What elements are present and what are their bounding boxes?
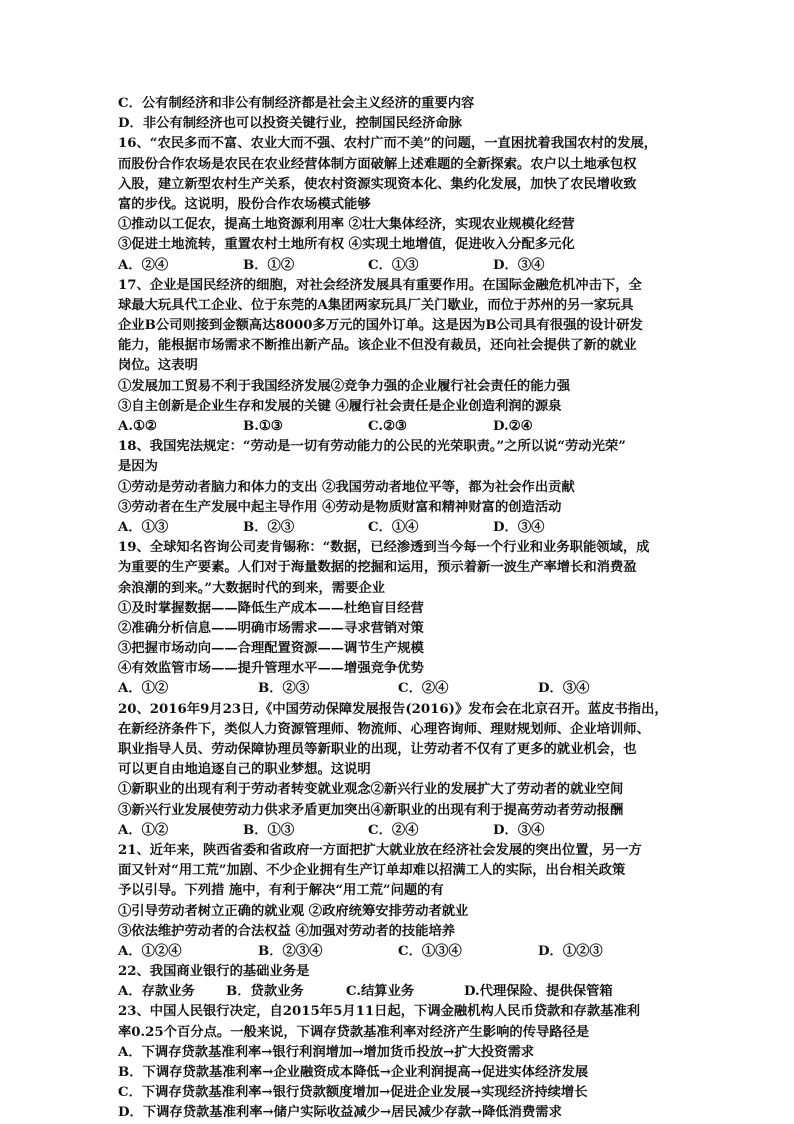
- answer-option: A．①②④: [118, 943, 182, 959]
- text-line: 22、我国商业银行的基础业务是: [118, 964, 310, 980]
- text-line: 18、我国宪法规定：“劳动是一切有劳动能力的公民的光荣职责。”之所以说“劳动光荣”: [118, 439, 626, 455]
- text-line: ①引导劳动者树立正确的就业观 ②政府统筹安排劳动者就业: [118, 903, 469, 919]
- answer-option: D．③④: [493, 822, 545, 838]
- text-line: ①及时掌握数据——降低生产成本——杜绝盲目经营: [118, 600, 424, 616]
- text-line: ①劳动是劳动者脑力和体力的支出 ②我国劳动者地位平等，都为社会作出贡献: [118, 479, 575, 495]
- answer-option: B．贷款业务: [226, 984, 304, 1000]
- answer-option: C．①③④: [398, 943, 462, 959]
- text-line: 21、近年来，陕西省委和省政府一方面把扩大就业放在经济社会发展的突出位置，另一方: [118, 842, 642, 858]
- exam-page-body: [118, 94, 678, 1124]
- text-line: D．下调存贷款基准利率→储户实际收益减少→居民减少存款→降低消费需求: [118, 1105, 562, 1121]
- text-line: 17、企业是国民经济的细胞，对社会经济发展具有重要作用。在国际金融危机冲击下，全: [118, 277, 642, 293]
- text-line: B．下调存贷款基准利率→企业融资成本降低→企业利润提高→促进实体经济发展: [118, 1065, 589, 1080]
- answer-option: D．③④: [538, 681, 590, 697]
- text-line: 球最大玩具代工企业、位于东莞的A集团两家玩具厂关门歇业，而位于苏州的另一家玩具: [118, 297, 634, 313]
- text-line: 可以更自由地追逐自己的职业梦想。这说明: [118, 762, 371, 778]
- answer-option: B．①②: [243, 257, 295, 273]
- text-line: 富的步伐。这说明，股份合作农场模式能够: [118, 196, 371, 212]
- answer-option: C．②④: [368, 822, 419, 838]
- answer-option: A.①②: [118, 419, 157, 434]
- answer-option: B．②③: [258, 681, 310, 697]
- answer-options-row: [118, 417, 678, 437]
- answer-option: D．③④: [493, 519, 545, 535]
- text-line: ③依法维护劳动者的合法权益 ④加强对劳动者的技能培养: [118, 923, 456, 939]
- text-line: 19、全球知名咨询公司麦肯锡称：“数据，已经渗透到当今每一个行业和业务职能领域，成: [118, 540, 650, 556]
- answer-option: A．存款业务: [118, 984, 195, 1000]
- text-line: 面又针对“用工荒”加剧、不少企业拥有生产订单却难以招满工人的实际，出台相关政策: [118, 863, 626, 879]
- text-line: 23、中国人民银行决定，自2015年5月11日起，下调金融机构人民币贷款和存款基准利: [118, 1004, 641, 1020]
- answer-option: B．①③: [243, 822, 295, 838]
- text-line: 予以引导。下列措 施中，有利于解决“用工荒”问题的有: [118, 883, 444, 899]
- text-line: D．非公有制经济也可以投资关键行业，控制国民经济命脉: [118, 116, 462, 132]
- answer-options-row: [118, 518, 678, 538]
- answer-option: A．①③: [118, 519, 169, 535]
- text-line: 入股，建立新型农村生产关系，使农村资源实现资本化、集约化发展，加快了农民增收致: [118, 176, 637, 192]
- answer-option: D．③④: [493, 257, 545, 273]
- answer-options-row: [118, 256, 678, 276]
- text-line: ②准确分析信息——明确市场需求——寻求营销对策: [118, 620, 424, 636]
- answer-options-row: [118, 942, 678, 962]
- text-line: ③把握市场动向——合理配置资源——调节生产规模: [118, 641, 424, 657]
- text-line: ①发展加工贸易不利于我国经济发展②竞争力强的企业履行社会责任的能力强: [118, 378, 571, 394]
- text-line: 16、“农民多而不富、农业大而不强、农村广而不美”的问题，一直困扰着我国农村的发展，: [118, 136, 658, 152]
- answer-option: C．①③: [368, 257, 419, 273]
- text-line: 为重要的生产要素。人们对于海量数据的挖掘和运用，预示着新一波生产率增长和消费盈: [118, 560, 637, 576]
- answer-option: C.②③: [368, 419, 407, 434]
- answer-option: A．①②: [118, 681, 169, 697]
- answer-option: D.②④: [493, 419, 533, 434]
- text-line: 职业指导人员、劳动保障协理员等新职业的出现，让劳动者不仅有了更多的就业机会，也: [118, 742, 637, 757]
- text-line: ③自主创新是企业生存和发展的关键 ④履行社会责任是企业创造利润的源泉: [118, 398, 562, 414]
- text-line: A．下调存贷款基准利率→银行利润增加→增加货币投放→扩大投资需求: [118, 1044, 535, 1060]
- text-line: 岗位。这表明: [118, 358, 198, 374]
- text-line: ①新职业的出现有利于劳动者转变就业观念②新兴行业的发展扩大了劳动者的就业空间: [118, 782, 624, 798]
- text-line: 20、2016年9月23日,《中国劳动保障发展报告(2016)》发布会在北京召开。蓝皮书指出，: [118, 701, 668, 717]
- text-line: 而股份合作农场是农民在农业经营体制方面破解上述难题的全新探索。农户以土地承包权: [118, 156, 637, 172]
- answer-option: C．①④: [368, 519, 419, 535]
- text-line: C．下调存贷款基准利率→银行贷款额度增加→促进企业发展→实现经济持续增长: [118, 1085, 588, 1101]
- answer-option: B．②③: [243, 519, 295, 535]
- text-line: 是因为: [118, 459, 158, 475]
- text-line: ③新兴行业发展使劳动力供求矛盾更加突出④新职业的出现有利于提高劳动者劳动报酬: [118, 802, 624, 818]
- answer-options-row: [118, 982, 678, 1002]
- text-line: 率0.25个百分点。一般来说，下调存贷款基准利率对经济产生影响的传导路径是: [118, 1024, 590, 1040]
- text-line: ①推动以工促农，提高土地资源利用率 ②壮大集体经济，实现农业规模化经营: [118, 217, 575, 233]
- text-line: ④有效监管市场——提升管理水平——增强竞争优势: [118, 661, 424, 677]
- answer-option: A．①②: [118, 822, 169, 838]
- answer-option: C．②④: [398, 681, 449, 697]
- text-line: 余浪潮的到来。”大数据时代的到来，需要企业: [118, 580, 385, 596]
- answer-option: B.①③: [243, 419, 283, 434]
- answer-option: D.代理保险、提供保管箱: [464, 984, 613, 1000]
- text-line: 能力，能根据市场需求不断推出新产品。该企业不但没有裁员，还向社会提供了新的就业: [118, 338, 637, 354]
- answer-option: B．②③④: [258, 943, 323, 959]
- text-line: ③劳动者在生产发展中起主导作用 ④劳动是物质财富和精神财富的创造活动: [118, 499, 562, 515]
- answer-option: A．②④: [118, 257, 169, 273]
- answer-options-row: [118, 821, 678, 841]
- text-line: 在新经济条件下，类似人力资源管理师、物流师、心理咨询师、理财规划师、企业培训师、: [118, 721, 650, 737]
- answer-option: C.结算业务: [346, 984, 415, 1000]
- answer-option: D．①②③: [538, 943, 603, 959]
- text-line: C．公有制经济和非公有制经济都是社会主义经济的重要内容: [118, 96, 475, 111]
- text-line: 企业B公司则接到金额高达8000多万元的国外订单。这是因为B公司具有很强的设计研发: [118, 318, 643, 334]
- text-line: ③促进土地流转，重置农村土地所有权 ④实现土地增值，促进收入分配多元化: [118, 237, 575, 253]
- answer-options-row: [118, 679, 678, 699]
